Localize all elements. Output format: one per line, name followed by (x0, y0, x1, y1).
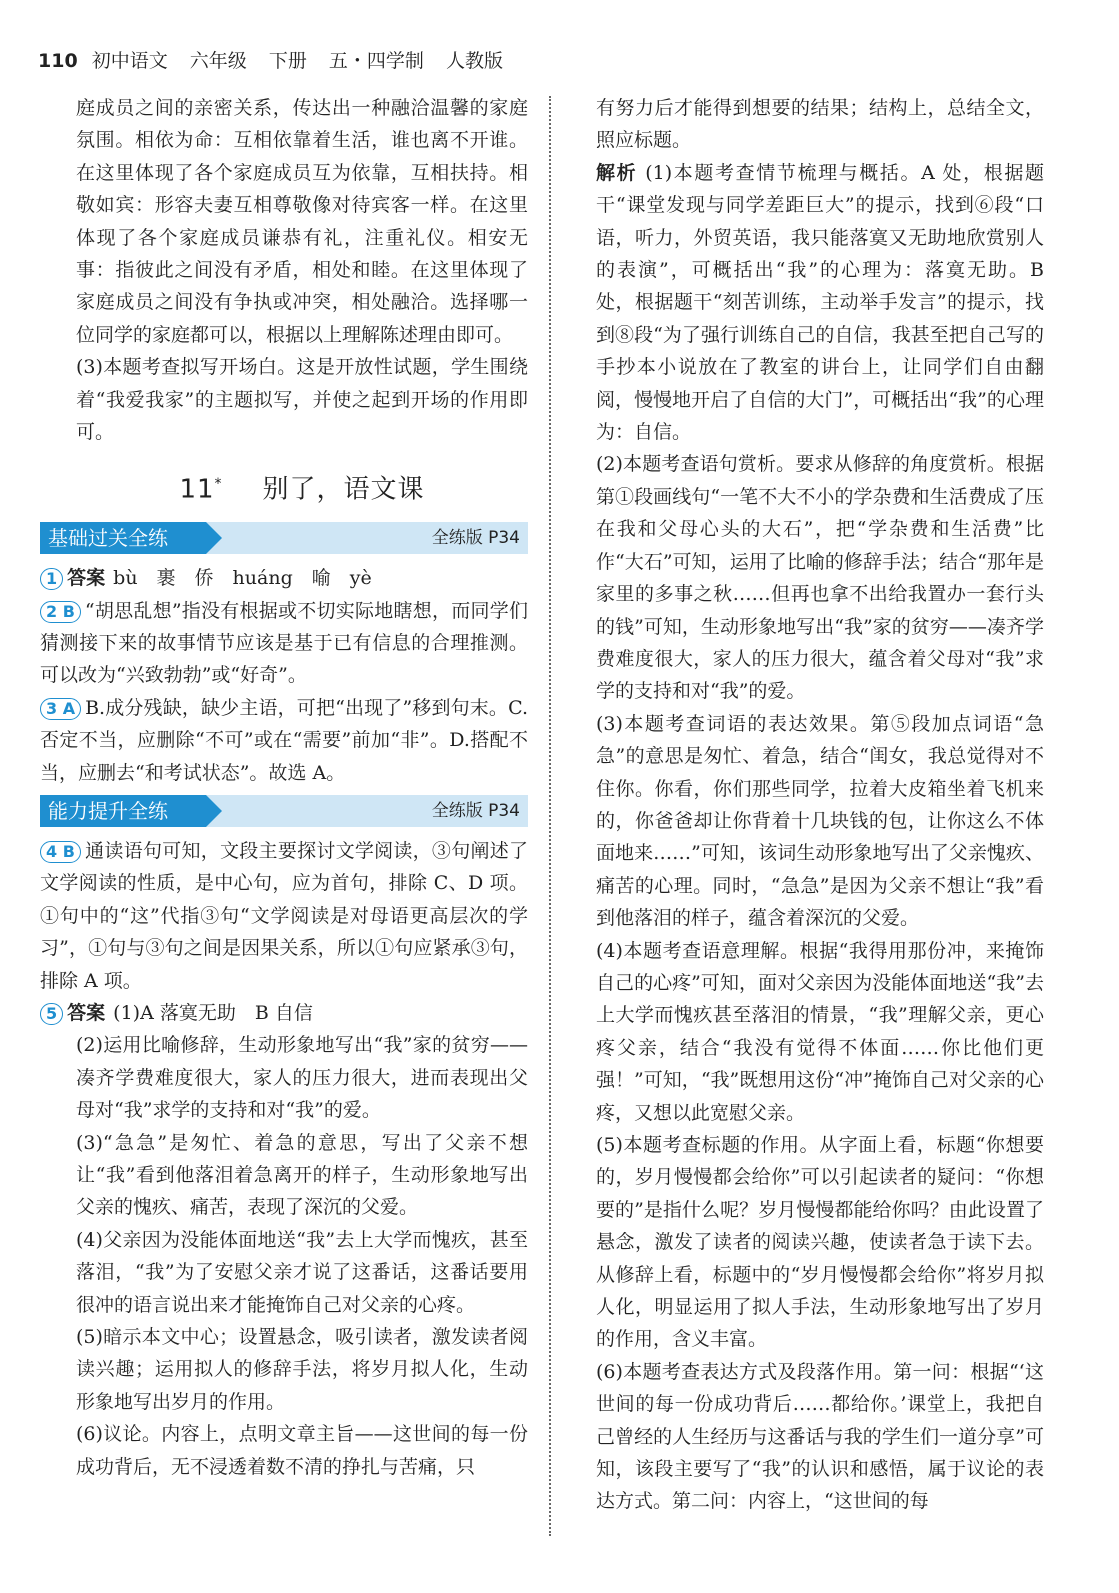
analysis-5: (5)本题考查标题的作用。从字面上看，标题“你想要的，岁月慢慢都会给你”可以引起读者的疑问：“你想要的”是指什么呢？岁月慢慢都能给你吗？由此设置了悬念，激发了读者的阅读兴趣，使读者急于读下去。从修辞上看，标题中的“岁月慢慢都会给你”将岁月拟人化，明显运用了拟人手法，生动形象地写出了岁月的作用，含义丰富。 (596, 1134, 1044, 1351)
answer-5-6: (6)议论。内容上，点明文章主旨——这世间的每一份成功背后，无不浸透着数不清的挣扎与苦痛，只 (76, 1423, 528, 1478)
section-banner-basic (40, 522, 528, 554)
analysis-2: (2)本题考查语句赏析。要求从修辞的角度赏析。根据第①段画线句“一笔不大不小的学杂费和生活费成了压在我和父母心头的大石”，把“学杂费和生活费”比作“大石”可知，运用了比喻的修辞手法；结合“那年是家里的多事之秋……但再也拿不出给我置办一套行头的钱”可知，生动形象地写出“我”家的贫穷——凑齐学费难度很大，家人的压力很大，蕴含着父母对“我”求学的支持和对“我”的爱。 (596, 453, 1044, 703)
question-number: 2 B (40, 601, 81, 623)
analysis-4: (4)本题考查语意理解。根据“我得用那份冲，来掩饰自己的心疼”可知，面对父亲因为没能体面地送“我”去上大学而愧疚甚至落泪的情景，“我”理解父亲，更心疼父亲，结合“我没有觉得不体面……你比他们更强！”可知，“我”既想用这份“冲”掩饰自己对父亲的心疼，又想以此宽慰父亲。 (596, 939, 1044, 1124)
answer-5-5: (5)暗示本文中心；设置悬念，吸引读者，激发读者阅读兴趣；运用拟人的修辞手法，将岁月拟人化，生动形象地写出岁月的作用。 (76, 1326, 528, 1413)
answer-5-4: (4)父亲因为没能体面地送“我”去上大学而愧疚，甚至落泪，“我”为了安慰父亲才说了这番话，这番话要用很冲的语言说出来才能掩饰自己对父亲的心疼。 (76, 1228, 528, 1316)
analysis-3: (3)本题考查词语的表达效果。第⑤段加点词语“急急”的意思是匆忙、着急，结合“闺女，我总觉得对不住你。你看，你们那些同学，拉着大皮箱坐着飞机来的，你爸爸却让你背着十几块钱的包，让你这么不体面地来……”可知，该词生动形象地写出了父亲愧疚、痛苦的心理。同时，“急急”是因为父亲不想让“我”看到他落泪的样子，蕴含着深沉的父爱。 (596, 712, 1044, 930)
answer-keyword: 答案 (67, 567, 106, 590)
banner-reference: 全练版 P34 (431, 528, 520, 549)
question-5 (40, 997, 528, 1029)
page-header (38, 46, 503, 73)
lesson-name: 别了，语文课 (262, 475, 425, 506)
answer-keyword: 答案 (67, 1002, 106, 1024)
analysis-keyword: 解析 (596, 161, 638, 184)
header-subject: 初中语文 (91, 50, 168, 72)
header-edition: 人教版 (445, 50, 503, 72)
answer-text: B.成分残缺，缺少主语，可把“出现了”移到句末。C.否定不当，应删除“不可”或在“需要”前加“非”。D.搭配不当，应删去“和考试状态”。故选 A。 (40, 696, 528, 784)
left-column (40, 92, 528, 1483)
analysis-6: (6)本题考查表达方式及段落作用。第一问：根据“‘这世间的每一份成功背后……都给你。’课堂上，我把自己曾经的人生经历与这番话与我的学生们一道分享”可知，该段主要写了“我”的认识和感悟，属于议论的表达方式。第二问：内容上，“这世间的每 (596, 1360, 1044, 1513)
banner-reference: 全练版 P34 (431, 800, 520, 821)
answer-5-2: (2)运用比喻修辞，生动形象地写出“我”家的贫穷——凑齐学费难度很大，家人的压力很大，进而表现出父母对“我”求学的支持和对“我”的爱。 (76, 1034, 528, 1122)
banner-label: 能力提升全练 (40, 795, 206, 827)
question-4 (40, 835, 528, 997)
header-grade: 六年级 (189, 50, 247, 72)
question-number: 5 (40, 1003, 63, 1025)
answer-text: bù 裹 侨 huáng 喻 yè (113, 567, 372, 590)
answer-text: 通读语句可知，文段主要探讨文学阅读，③句阐述了文学阅读的性质，是中心句，应为首句，排除 C、D 项。①句中的“这”代指③句“文学阅读是对母语更高层次的学习”，①句与③句之间是因果关系，所以①句应紧承③句，排除 A 项。 (40, 839, 528, 992)
right-column (596, 92, 1044, 1518)
lesson-number: 11 (179, 475, 215, 506)
question-1 (40, 562, 528, 594)
lesson-title (76, 464, 528, 510)
question-2 (40, 595, 528, 692)
answer-text: “胡思乱想”指没有根据或不切实际地瞎想，而同学们猜测接下来的故事情节应该是基于已有信息的合理推测。可以改为“兴致勃勃”或“好奇”。 (40, 599, 528, 687)
left-paragraph-1: 庭成员之间的亲密关系，传达出一种融洽温馨的家庭氛围。相依为命：互相依靠着生活，谁也离不开谁。在这里体现了各个家庭成员互为依靠，互相扶持。相敬如宾：形容夫妻互相尊敬像对待宾客一样。在这里体现了各个家庭成员谦恭有礼，注重礼仪。相安无事：指彼此之间没有矛盾，相处和睦。在这里体现了家庭成员之间没有争执或冲突，相处融洽。选择哪一位同学的家庭都可以，根据以上理解陈述理由即可。 (76, 97, 528, 346)
left-paragraph-2: (3)本题考查拟写开场白。这是开放性试题，学生围绕着“我爱我家”的主题拟写，并使之起到开场的作用即可。 (76, 356, 528, 444)
question-number: 3 A (40, 698, 81, 720)
answer-5-3: (3)“急急”是匆忙、着急的意思，写出了父亲不想让“我”看到他落泪着急离开的样子，生动形象地写出父亲的愧疚、痛苦，表现了深沉的父爱。 (76, 1131, 528, 1219)
question-number: 1 (40, 568, 63, 590)
section-banner-advanced (40, 795, 528, 827)
header-system: 五・四学制 (328, 50, 424, 72)
answer-text: (1)A 落寞无助 B 自信 (113, 1002, 313, 1024)
analysis-1 (596, 157, 1044, 449)
analysis-text: (1)本题考查情节梳理与概括。A 处，根据题干“课堂发现与同学差距巨大”的提示，找到⑥段“口语，听力，外贸英语，我只能落寞又无助地欣赏别人的表演”，可概括出“我”的心理为：落寞无助。B 处，根据题干“刻苦训练，主动举手发言”的提示，找到⑧段“为了强行训练自己的自信，我甚至把自己写的手抄本小说放在了教室的讲台上，让同学们自由翻阅，慢慢地开启了自信的大门”，可概括出“我”的心理为：自信。 (596, 161, 1044, 444)
question-number: 4 B (40, 841, 81, 863)
header-volume: 下册 (268, 50, 307, 72)
banner-label: 基础过关全练 (40, 522, 206, 554)
lesson-star: * (214, 476, 223, 493)
question-3 (40, 692, 528, 789)
column-divider (549, 96, 551, 1536)
right-paragraph-0: 有努力后才能得到想要的结果；结构上，总结全文，照应标题。 (596, 97, 1044, 152)
page-number: 110 (38, 50, 78, 72)
